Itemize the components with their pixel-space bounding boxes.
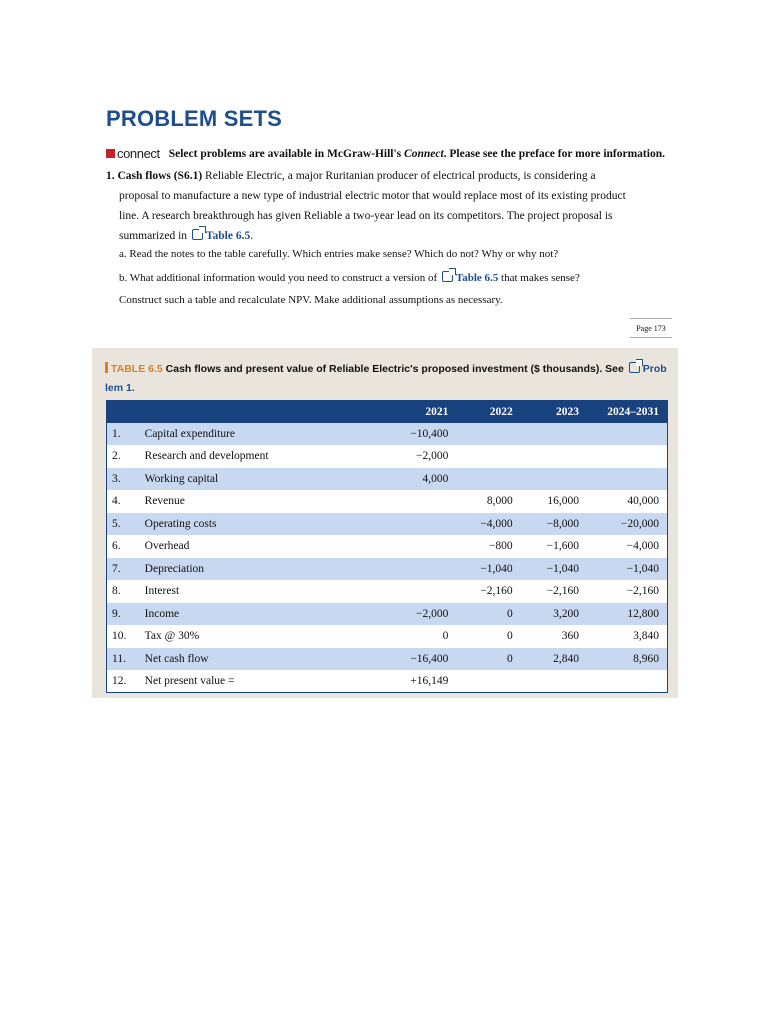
cell-2021 [338, 535, 457, 558]
row-number: 2. [112, 450, 121, 463]
cell-2023 [521, 670, 587, 693]
row-number: 5. [112, 517, 121, 530]
table-row [107, 558, 668, 581]
cell-2022: 8,000 [486, 495, 513, 508]
external-link-icon[interactable] [442, 271, 453, 282]
cell-2023: 3,200 [553, 607, 580, 620]
cell-2021 [338, 490, 457, 513]
problem-1-line-2: proposal to manufacture a new type of industrial electric motor that would replace most of its existing product [119, 190, 626, 202]
cell-2022 [456, 423, 520, 446]
cell-2021: −16,400 [410, 652, 449, 665]
table-row [107, 490, 668, 513]
table-row [107, 580, 668, 603]
connect-notice [106, 146, 686, 161]
row-label: Net present value = [144, 675, 235, 687]
table-panel [92, 348, 678, 698]
cell-2024-2031 [587, 445, 667, 468]
table-row [107, 603, 668, 626]
row-label: Net cash flow [144, 652, 209, 665]
cell-2021 [338, 558, 457, 581]
table-header-row [107, 401, 668, 423]
table-row [107, 535, 668, 558]
table-row [107, 625, 668, 648]
external-link-icon[interactable] [192, 229, 203, 240]
page-marker: Page 173 [630, 318, 672, 338]
cell-2024-2031: −2,160 [626, 585, 659, 598]
header-2024-2031: 2024–2031 [607, 405, 659, 418]
row-number: 12. [112, 675, 127, 687]
row-number: 7. [112, 562, 121, 575]
table-6-5-link[interactable]: Table 6.5 [205, 230, 251, 242]
row-number: 9. [112, 607, 121, 620]
subquestion-a: a. Read the notes to the table carefully. Which entries make sense? Which do not? Why or why not? [119, 248, 559, 260]
cell-2022: −4,000 [480, 517, 513, 530]
row-label: Income [144, 607, 180, 620]
cell-2024-2031 [587, 468, 667, 491]
table-row [107, 670, 668, 693]
table-row [107, 468, 668, 491]
cell-2023 [521, 423, 587, 446]
row-label: Capital expenditure [144, 427, 236, 440]
cell-2023 [521, 468, 587, 491]
cell-2021 [338, 580, 457, 603]
problem-1-link[interactable]: Prob lem 1. [105, 363, 667, 394]
cell-2024-2031: −20,000 [620, 517, 659, 530]
cell-2024-2031: 8,960 [633, 652, 659, 665]
cell-2021: −2,000 [415, 607, 449, 620]
subquestion-b: b. What additional information would you need to construct a version of Table 6.5 that makes sense? [119, 272, 580, 284]
table-row [107, 423, 668, 446]
row-label: Overhead [144, 540, 190, 553]
cell-2022: 0 [506, 630, 513, 643]
table-row [107, 445, 668, 468]
cell-2021: +16,149 [410, 675, 449, 687]
row-label: Working capital [144, 472, 219, 485]
cell-2024-2031 [587, 670, 667, 693]
header-2023: 2023 [556, 405, 580, 418]
connect-note: Select problems are available in McGraw-Hill's Connect. Please see the preface for more information. [168, 147, 665, 160]
row-number: 3. [112, 472, 121, 485]
cell-2022 [456, 468, 520, 491]
subquestion-b-line-2: Construct such a table and recalculate NPV. Make additional assumptions as necessary. [119, 294, 503, 306]
cell-2023: 2,840 [553, 652, 580, 665]
cell-2022: 0 [506, 607, 513, 620]
cell-2024-2031: 40,000 [627, 495, 659, 508]
header-num [107, 401, 137, 423]
row-number: 11. [112, 652, 126, 665]
header-label [137, 401, 338, 423]
connect-logo-text: connect [117, 146, 160, 161]
table-row [107, 648, 668, 671]
table-row [107, 513, 668, 536]
cell-2024-2031: 3,840 [633, 630, 659, 643]
cell-2023: 360 [561, 630, 580, 643]
cell-2024-2031: −4,000 [626, 540, 659, 553]
cell-2021: −2,000 [415, 450, 449, 463]
row-label: Interest [144, 585, 180, 598]
header-2022: 2022 [489, 405, 513, 418]
problem-1-line-4: summarized in Table 6.5. [119, 230, 254, 242]
connect-logo-mark [106, 149, 115, 158]
row-label: Research and development [144, 450, 269, 463]
page-heading: PROBLEM SETS [106, 106, 282, 131]
row-label: Revenue [144, 495, 185, 508]
header-2021: 2021 [425, 405, 449, 418]
problem-1 [106, 166, 674, 246]
cell-2023: −8,000 [546, 517, 580, 530]
cell-2021: −10,400 [410, 427, 449, 440]
cell-2023 [521, 445, 587, 468]
cell-2021: 0 [442, 630, 449, 643]
row-number: 4. [112, 495, 121, 508]
problem-number: 1. [106, 170, 115, 182]
row-label: Operating costs [144, 517, 217, 530]
cell-2024-2031: −1,040 [626, 562, 659, 575]
cell-2022: −800 [488, 540, 513, 553]
table-6-5-link-b[interactable]: Table 6.5 [455, 272, 499, 284]
cash-flow-table [106, 400, 668, 693]
table-caption: TABLE 6.5 Cash flows and present value of Reliable Electric's proposed investment ($ thousands). See Prob lem 1. [105, 363, 667, 394]
caption-accent-bar [105, 362, 108, 373]
cell-2023: −1,600 [546, 540, 580, 553]
cell-2022: −2,160 [480, 585, 513, 598]
cell-2021: 4,000 [422, 472, 449, 485]
connect-logo [106, 146, 160, 161]
cell-2021 [338, 513, 457, 536]
cell-2022 [456, 445, 520, 468]
external-link-icon[interactable] [629, 362, 640, 373]
row-number: 8. [112, 585, 121, 598]
cell-2022: −1,040 [480, 562, 513, 575]
problem-title: Cash flows (S6.1) [117, 170, 203, 182]
cell-2022 [456, 670, 520, 693]
row-number: 1. [112, 427, 121, 440]
cell-2023: 16,000 [547, 495, 580, 508]
problem-1-line-3: line. A research breakthrough has given Reliable a two-year lead on its competitors. The project proposal is [119, 210, 613, 222]
problem-1-line-1: 1. Cash flows (S6.1) Reliable Electric, a major Ruritanian producer of electrical products, is considering a [106, 170, 596, 182]
cell-2023: −2,160 [546, 585, 580, 598]
table-number: TABLE 6.5 [111, 363, 163, 375]
cell-2024-2031: 12,800 [627, 607, 659, 620]
cell-2024-2031 [587, 423, 667, 446]
row-number: 10. [112, 630, 127, 643]
row-label: Tax @ 30% [144, 630, 200, 643]
row-number: 6. [112, 540, 121, 553]
cell-2023: −1,040 [546, 562, 580, 575]
cell-2022: 0 [506, 652, 513, 665]
row-label: Depreciation [144, 562, 205, 575]
